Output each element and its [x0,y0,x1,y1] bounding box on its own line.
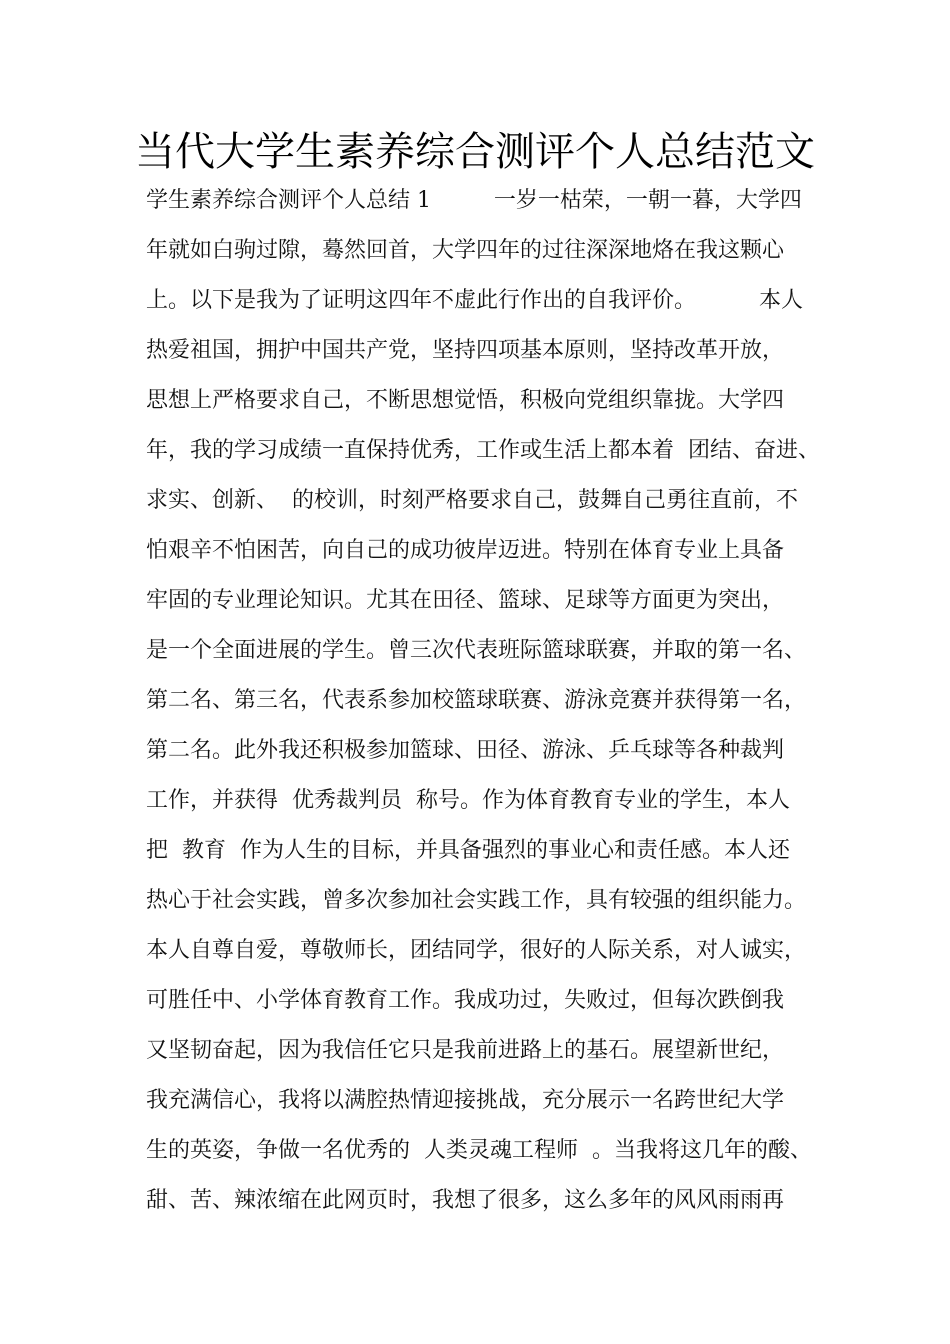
body-line: 牢固的专业理论知识。尤其在田径、篮球、足球等方面更为突出， [146,588,785,613]
body-line: 怕艰辛不怕困苦，向自己的成功彼岸迈进。特别在体育专业上具备 [146,538,785,563]
body-line: 热爱祖国，拥护中国共产党，坚持四项基本原则，坚持改革开放， [146,338,785,363]
body-line: 本人自尊自爱，尊敬师长，团结同学，很好的人际关系，对人诚实， [146,938,807,963]
body-line: 上。以下是我为了证明这四年不虚此行作出的自我评价。 本人 [146,288,803,313]
body-line: 工作，并获得 优秀裁判员 称号。作为体育教育专业的学生，本人 [146,788,790,813]
body-line: 可胜任中、小学体育教育工作。我成功过，失败过，但每次跌倒我 [146,988,785,1013]
body-line: 第二名、第三名，代表系参加校篮球联赛、游泳竞赛并获得第一名， [146,688,807,713]
body-line: 热心于社会实践，曾多次参加社会实践工作，具有较强的组织能力。 [146,888,807,913]
body-line: 甜、苦、辣浓缩在此网页时，我想了很多，这么多年的风风雨雨再 [146,1188,785,1213]
body-line: 我充满信心，我将以满腔热情迎接挑战，充分展示一名跨世纪大学 [146,1088,785,1113]
body-line: 把 教育 作为人生的目标，并具备强烈的事业心和责任感。本人还 [146,838,790,863]
body-line: 求实、创新、 的校训，时刻严格要求自己，鼓舞自己勇往直前，不 [146,488,798,513]
body-line: 学生素养综合测评个人总结 1 一岁一枯荣，一朝一暮，大学四 [146,188,802,213]
body-line: 又坚韧奋起，因为我信任它只是我前进路上的基石。展望新世纪， [146,1038,785,1063]
body-line: 年就如白驹过隙，蓦然回首，大学四年的过往深深地烙在我这颗心 [146,238,785,263]
body-line: 第二名。此外我还积极参加篮球、田径、游泳、乒乓球等各种裁判 [146,738,785,763]
document-title: 当代大学生素养综合测评个人总结范文 [135,129,815,175]
body-line: 生的英姿，争做一名优秀的 人类灵魂工程师 。当我将这几年的酸、 [146,1138,812,1163]
body-line: 思想上严格要求自己，不断思想觉悟，积极向党组织靠拢。大学四 [146,388,785,413]
body-line: 是一个全面进展的学生。曾三次代表班际篮球联赛，并取的第一名、 [146,638,807,663]
body-line: 年，我的学习成绩一直保持优秀，工作或生活上都本着 团结、奋进、 [146,438,820,463]
